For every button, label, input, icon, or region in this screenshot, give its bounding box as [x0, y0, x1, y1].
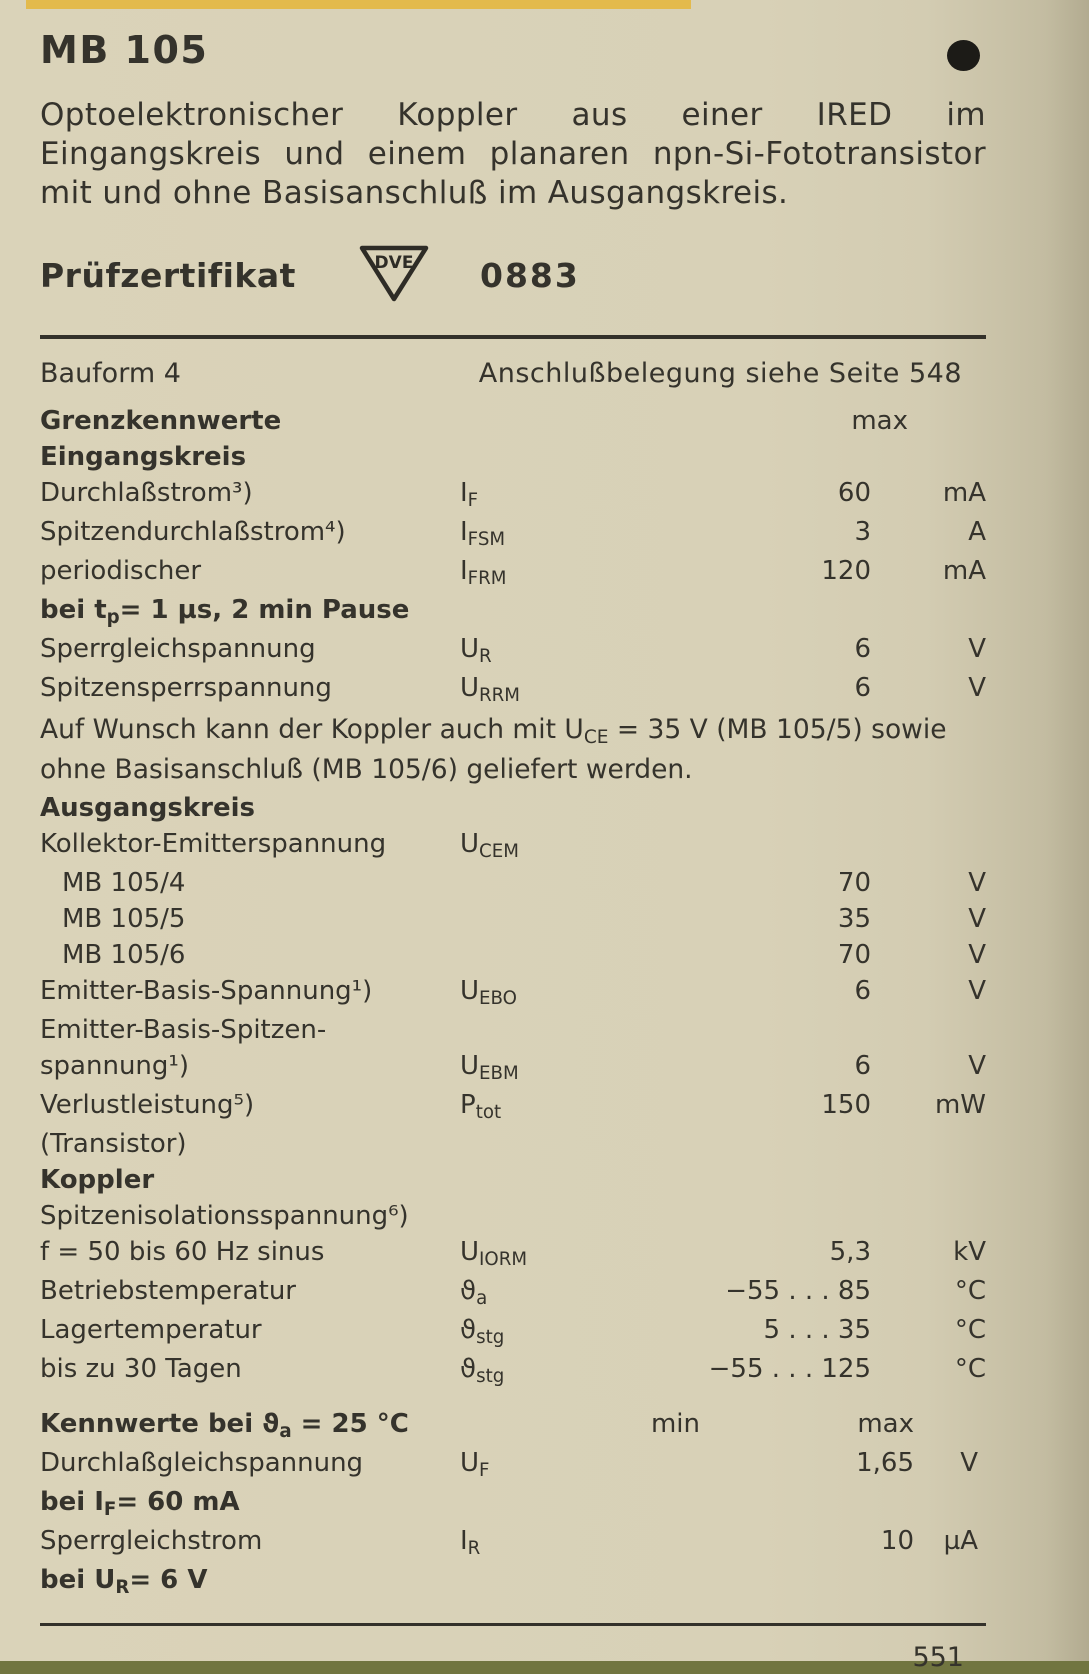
table-row	[40, 514, 986, 553]
param-symbol: UR	[460, 634, 492, 667]
param-symbol: ϑstg	[460, 1354, 505, 1387]
kennwerte-header	[40, 1406, 986, 1445]
param-unit: V	[968, 904, 986, 934]
param-unit: mA	[942, 556, 986, 586]
param-value: 5,3	[829, 1237, 871, 1267]
table-row	[40, 1312, 986, 1351]
param-value: 70	[837, 868, 871, 898]
param-value: 120	[821, 556, 871, 586]
param-symbol: IFSM	[460, 517, 506, 550]
datasheet-page	[40, 28, 986, 1673]
table-row	[40, 1351, 986, 1390]
info-row	[40, 357, 986, 391]
param-unit: V	[968, 634, 986, 664]
param-unit: V	[968, 868, 986, 898]
condition-note: bei I F = 60 mA	[40, 1487, 240, 1520]
param-label: MB 105/4	[62, 868, 186, 898]
param-unit: A	[968, 517, 986, 547]
param-value: −55 . . . 85	[725, 1276, 871, 1306]
param-value: 6	[854, 634, 871, 664]
table-row	[40, 1012, 986, 1048]
param-label: Lagertemperatur	[40, 1315, 262, 1345]
section-eingangskreis: Eingangskreis	[40, 442, 247, 472]
description: Optoelektronischer Koppler aus einer IRED im Eingangskreis und einem planaren npn-Si-Fototransistor mit und ohne Basisanschluß im Ausgangskreis.	[40, 97, 986, 211]
bottom-divider	[40, 1623, 986, 1626]
param-label: Spitzensperrspannung	[40, 673, 332, 703]
param-symbol: URRM	[460, 673, 520, 706]
param-value: 150	[821, 1090, 871, 1120]
table-row	[40, 1048, 986, 1087]
param-value: 6	[854, 673, 871, 703]
param-value: −55 . . . 125	[708, 1354, 871, 1384]
param-symbol: UIORM	[460, 1237, 528, 1270]
table-row	[40, 937, 986, 973]
model-title: MB 105	[40, 28, 209, 72]
limits-table	[40, 403, 986, 1390]
min-column-header: min	[650, 1409, 700, 1439]
top-edge-strip	[26, 0, 691, 9]
param-unit: °C	[954, 1276, 986, 1306]
table-row	[40, 1234, 986, 1273]
section-grenzkennwerte: Grenzkennwerte	[40, 406, 282, 436]
kennwerte-table	[40, 1406, 986, 1601]
param-symbol: Ptot	[460, 1090, 502, 1123]
table-row	[40, 901, 986, 937]
param-label: MB 105/6	[62, 940, 186, 970]
param-label: MB 105/5	[62, 904, 186, 934]
param-label: (Transistor)	[40, 1129, 187, 1159]
param-value: 6	[854, 1051, 871, 1081]
table-row	[40, 826, 986, 865]
table-row	[40, 670, 986, 709]
param-label: bis zu 30 Tagen	[40, 1354, 242, 1384]
condition-note: bei U R = 6 V	[40, 1565, 208, 1598]
certificate-row	[40, 239, 986, 311]
param-unit: V	[968, 976, 986, 1006]
param-unit: °C	[954, 1354, 986, 1384]
pinout-note: Anschlußbelegung siehe Seite 548	[478, 358, 962, 389]
param-unit: °C	[954, 1315, 986, 1345]
max-column-header: max	[857, 1409, 914, 1439]
param-label: periodischer	[40, 556, 202, 586]
param-unit: V	[968, 940, 986, 970]
param-symbol: ϑstg	[460, 1315, 505, 1348]
param-label: Betriebstemperatur	[40, 1276, 296, 1306]
param-value: 6	[854, 976, 871, 1006]
table-row	[40, 865, 986, 901]
param-label: Durchlaßstrom³)	[40, 478, 253, 508]
table-row	[40, 475, 986, 514]
param-symbol: ϑa	[460, 1276, 488, 1309]
param-symbol: UEBM	[460, 1051, 519, 1084]
param-symbol: IR	[460, 1526, 481, 1559]
table-row	[40, 1445, 986, 1484]
param-value: 5 . . . 35	[763, 1315, 871, 1345]
table-row	[40, 631, 986, 670]
param-label: Spitzenisolationsspannung⁶)	[40, 1201, 409, 1231]
table-row	[40, 1523, 986, 1562]
param-label: Emitter-Basis-Spannung¹)	[40, 976, 373, 1006]
param-unit: mA	[942, 478, 986, 508]
table-row	[40, 973, 986, 1012]
param-label: Sperrgleichspannung	[40, 634, 316, 664]
table-row	[40, 553, 986, 592]
table-row	[40, 1273, 986, 1312]
limits-header-row	[40, 403, 986, 439]
param-unit: µA	[943, 1526, 978, 1556]
vde-letters: DVE	[374, 253, 414, 273]
table-row	[40, 1087, 986, 1126]
param-symbol: UCEM	[460, 829, 519, 862]
param-max-value: 10	[880, 1526, 914, 1556]
param-unit: V	[968, 1051, 986, 1081]
param-value: 35	[837, 904, 871, 934]
section-kennwerte: Kennwerte bei ϑa = 25 °C	[40, 1409, 409, 1442]
param-unit: kV	[953, 1237, 986, 1267]
param-value: 70	[837, 940, 871, 970]
bauform-label: Bauform 4	[40, 358, 181, 389]
param-label: Sperrgleichstrom	[40, 1526, 263, 1556]
param-value: 3	[854, 517, 871, 547]
pause-note: bei t p = 1 µs, 2 min Pause	[40, 595, 410, 628]
divider	[40, 335, 986, 339]
param-label: Emitter-Basis-Spitzen-	[40, 1015, 327, 1045]
param-value: 60	[837, 478, 871, 508]
table-row	[40, 1198, 986, 1234]
section-ausgangskreis: Ausgangskreis	[40, 793, 255, 823]
section-koppler: Koppler	[40, 1165, 155, 1195]
param-label: Verlustleistung⁵)	[40, 1090, 255, 1120]
cert-number: 0883	[480, 255, 580, 295]
param-symbol: UF	[460, 1448, 490, 1481]
max-column-header: max	[851, 406, 908, 436]
page-number: 551	[912, 1642, 964, 1673]
param-symbol: UEBO	[460, 976, 517, 1009]
param-label: spannung¹)	[40, 1051, 189, 1081]
param-unit: V	[968, 673, 986, 703]
param-unit: V	[960, 1448, 978, 1478]
param-label: Kollektor-Emitterspannung	[40, 829, 387, 859]
param-label: f = 50 bis 60 Hz sinus	[40, 1237, 325, 1267]
param-unit: mW	[934, 1090, 986, 1120]
param-label: Durchlaßgleichspannung	[40, 1448, 364, 1478]
param-max-value: 1,65	[856, 1448, 914, 1478]
param-symbol: IFRM	[460, 556, 507, 589]
param-label: Spitzendurchlaßstrom⁴)	[40, 517, 346, 547]
param-symbol: IF	[460, 478, 479, 511]
table-row	[40, 1126, 986, 1162]
wunsch-note: Auf Wunsch kann der Koppler auch mit UCE = 35 V (MB 105/5) sowie ohne Basisanschluß (MB 105/6) geliefert werden.	[40, 714, 947, 785]
cert-label: Prüfzertifikat	[40, 255, 296, 295]
vde-triangle-logo	[354, 239, 434, 311]
